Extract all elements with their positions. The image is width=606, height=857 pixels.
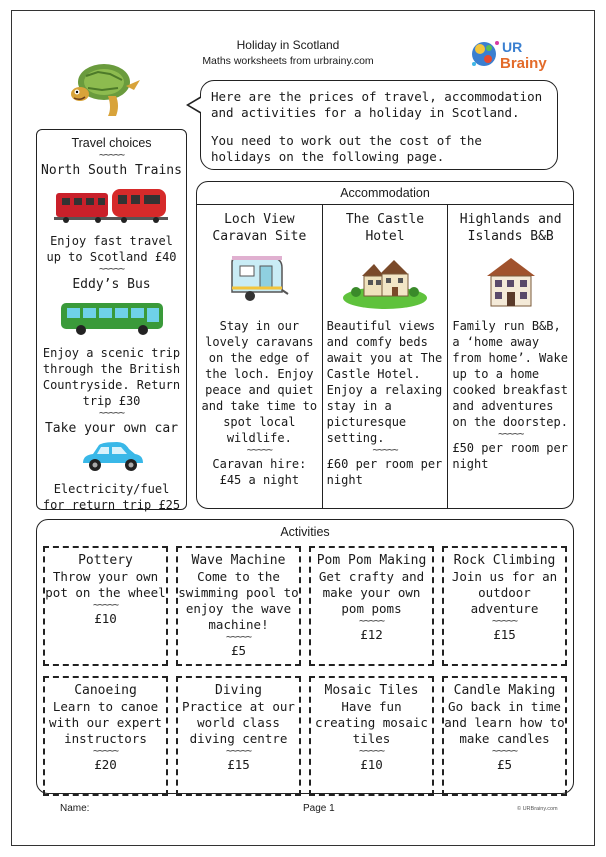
turtle-mascot-icon xyxy=(68,60,148,122)
travel-desc-train: Enjoy fast travel up to Scotland £40 xyxy=(46,234,177,264)
travel-name-car: Take your own car xyxy=(44,421,179,436)
train-icon xyxy=(52,185,172,225)
logo-text-top: UR xyxy=(502,39,523,55)
name-label: Name: xyxy=(60,803,90,814)
activity-desc: Join us for an outdoor adventure xyxy=(451,569,558,616)
activity-price: £10 xyxy=(94,611,117,626)
activity-price: £5 xyxy=(496,757,513,772)
travel-name-train: North South Trains xyxy=(41,163,182,178)
travel-desc-bus: Enjoy a scenic trip through the British Countryside. Return trip £30 xyxy=(42,346,181,408)
activity-price: £15 xyxy=(227,757,250,772)
travel-choices-panel xyxy=(36,129,187,510)
accommodation-price: £50 per room per night xyxy=(452,441,568,471)
accommodation-heading: Accommodation xyxy=(197,182,573,205)
logo-text-bottom: Brainy xyxy=(500,55,547,72)
urbrainy-logo xyxy=(470,34,565,74)
separator: ~~~~~ xyxy=(225,632,252,643)
accommodation-desc: Family run B&B, a ‘home away from home’. Wake up to a home cooked breakfast and adventures on the doorstep. xyxy=(452,319,568,429)
activity-name: Mosaic Tiles xyxy=(324,683,419,698)
activity-price: £20 xyxy=(94,757,117,772)
activity-desc: Throw your own pot on the wheel xyxy=(45,569,166,600)
activity-name: Rock Climbing xyxy=(453,553,556,568)
separator: ~~~~~ xyxy=(225,746,252,757)
activity-desc: Learn to canoe with our expert instructors xyxy=(49,699,162,746)
activity-name: Diving xyxy=(215,683,262,698)
activity-name: Canoeing xyxy=(74,683,137,698)
accommodation-name: The Castle Hotel xyxy=(345,212,425,244)
separator: ~~~~~ xyxy=(98,150,125,161)
accommodation-caravan xyxy=(197,205,323,508)
activity-card xyxy=(43,676,168,796)
accommodation-panel xyxy=(196,181,574,509)
separator: ~~~~~ xyxy=(92,600,119,611)
activity-desc: Get crafty and make your own pom poms xyxy=(318,569,425,616)
accommodation-price: Caravan hire: £45 a night xyxy=(212,457,307,487)
separator: ~~~~~ xyxy=(358,746,385,757)
page-number: Page 1 xyxy=(303,803,335,814)
separator: ~~~~~ xyxy=(92,746,119,757)
activity-desc: Come to the swimming pool to enjoy the wave machine! xyxy=(178,569,299,632)
page-title: Holiday in Scotland xyxy=(236,38,340,52)
activity-desc: Practice at our world class diving centre xyxy=(182,699,295,746)
caravan-icon xyxy=(228,254,290,310)
separator: ~~~~~ xyxy=(358,616,385,627)
activity-card xyxy=(43,546,168,666)
activity-card xyxy=(176,546,301,666)
accommodation-bnb xyxy=(448,205,573,508)
accommodation-price: £60 per room per night xyxy=(326,457,443,487)
car-icon xyxy=(77,439,147,475)
activity-name: Candle Making xyxy=(453,683,556,698)
separator: ~~~~~ xyxy=(98,408,125,419)
separator: ~~~~~ xyxy=(498,429,524,440)
activity-card xyxy=(442,676,567,796)
activity-desc: Go back in time and learn how to make candles xyxy=(444,699,565,746)
intro-text-1: Here are the prices of travel, accommodation and activities for a holiday in Scotland. xyxy=(211,89,543,120)
activity-name: Wave Machine xyxy=(191,553,286,568)
activity-card xyxy=(309,676,434,796)
separator: ~~~~~ xyxy=(372,445,398,456)
activity-card xyxy=(176,676,301,796)
activity-name: Pottery xyxy=(78,553,133,568)
travel-name-bus: Eddy’s Bus xyxy=(72,277,151,292)
separator: ~~~~~ xyxy=(98,264,125,275)
activity-name: Pom Pom Making xyxy=(316,553,427,568)
copyright: © URBrainy.com xyxy=(517,806,558,812)
house-icon xyxy=(483,254,539,310)
travel-desc-car: Electricity/fuel for return trip £25 xyxy=(42,482,181,512)
accommodation-name: Highlands and Islands B&B xyxy=(459,212,562,244)
activity-desc: Have fun creating mosaic tiles xyxy=(315,699,428,746)
activity-card xyxy=(309,546,434,666)
intro-text-2: You need to work out the cost of the holidays on the following page. xyxy=(211,133,482,164)
accommodation-hotel xyxy=(323,205,449,508)
accommodation-desc: Beautiful views and comfy beds await you at The Castle Hotel. Enjoy a relaxing stay in a picturesque setting. xyxy=(326,319,443,445)
separator: ~~~~~ xyxy=(246,445,272,456)
page-subtitle: Maths worksheets from urbrainy.com xyxy=(202,55,374,67)
activity-price: £5 xyxy=(230,643,247,658)
travel-heading: Travel choices xyxy=(71,136,152,150)
activities-heading: Activities xyxy=(280,525,330,539)
activity-price: £10 xyxy=(360,757,383,772)
accommodation-name: Loch View Caravan Site xyxy=(212,212,307,244)
activity-card xyxy=(442,546,567,666)
accommodation-desc: Stay in our lovely caravans on the edge of the loch. Enjoy peace and quiet and take time to spot local wildlife. xyxy=(201,319,318,445)
bus-icon xyxy=(57,299,167,337)
activity-price: £15 xyxy=(493,627,516,642)
separator: ~~~~~ xyxy=(491,616,518,627)
separator: ~~~~~ xyxy=(491,746,518,757)
hotel-icon xyxy=(340,254,430,310)
activity-price: £12 xyxy=(360,627,383,642)
intro-speech-bubble xyxy=(200,80,558,170)
